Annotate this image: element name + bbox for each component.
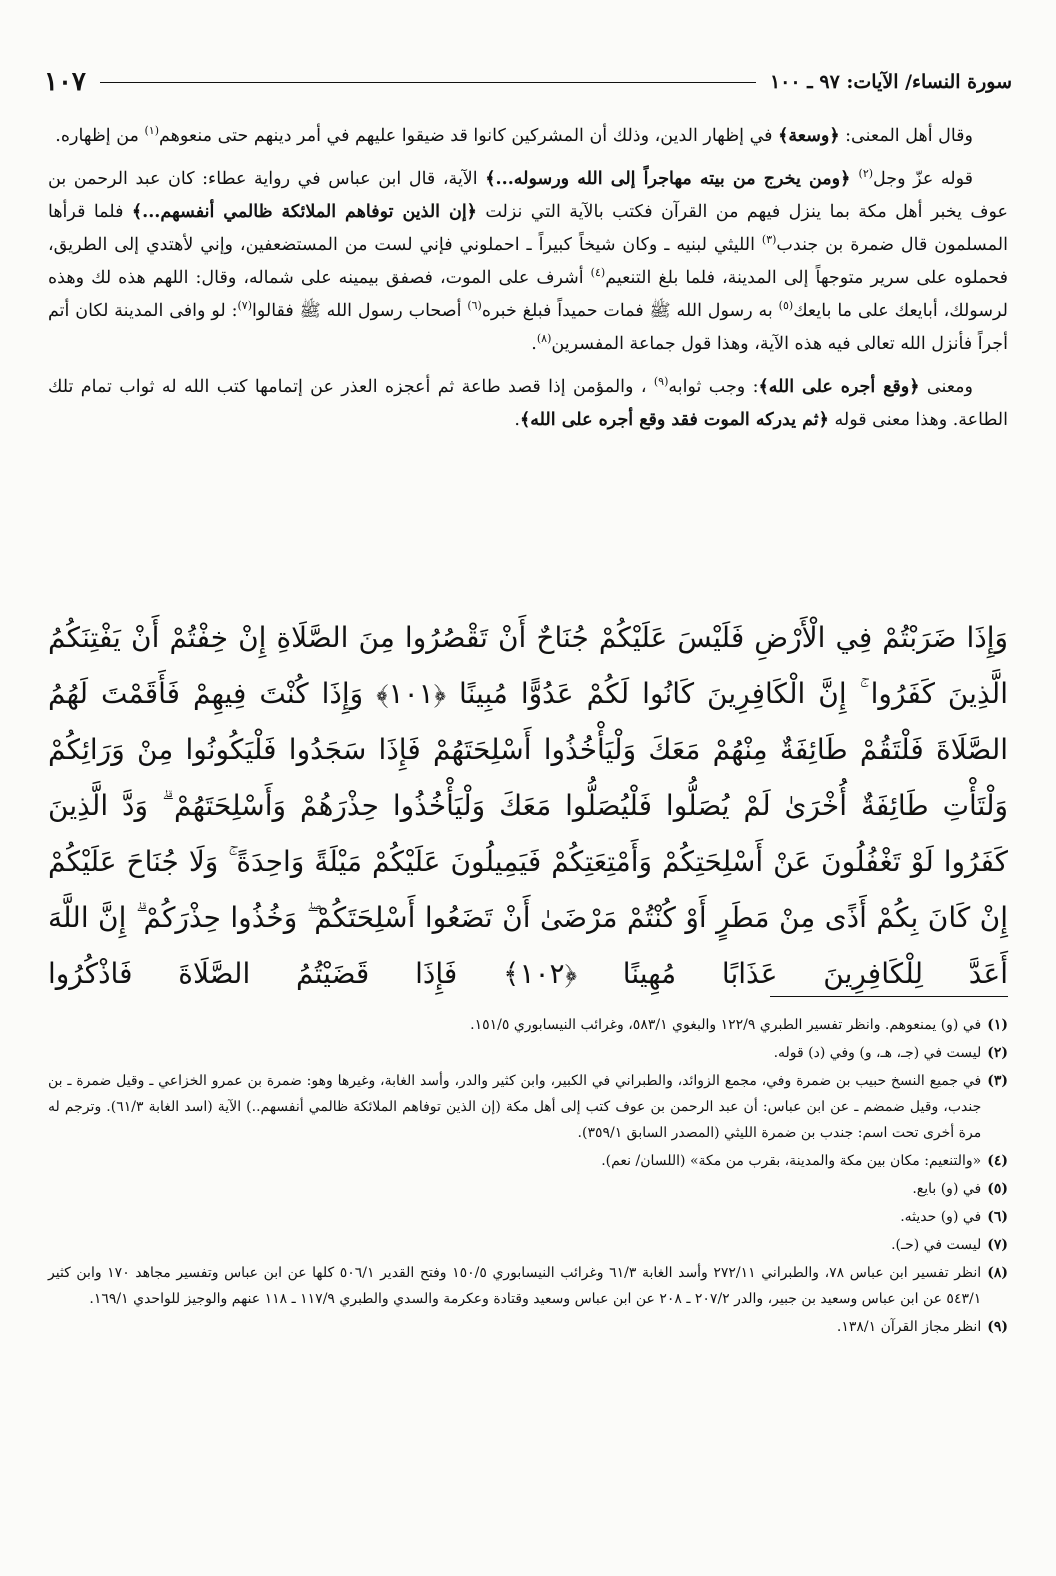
footnote-number: (٢) bbox=[987, 1045, 1008, 1061]
footnote-ref: (٦) bbox=[467, 299, 482, 313]
text-run: أصحاب رسول الله ﷺ فقالوا bbox=[251, 301, 468, 321]
footnote-text: ليست في (جـ، هـ، و) وفي (د) قوله. bbox=[773, 1045, 982, 1061]
footnote-item bbox=[48, 1040, 1008, 1066]
footnote-text: في (و) حديثه. bbox=[900, 1209, 982, 1225]
footnote-ref: (١) bbox=[144, 124, 159, 138]
text-run: . bbox=[514, 410, 520, 430]
footnote-text: انظر مجاز القرآن ١٣٨/١. bbox=[836, 1319, 982, 1335]
text-run: في إظهار الدين، وذلك أن المشركين كانوا قد ضيقوا عليهم في أمر دينهم حتى منعوهم bbox=[159, 126, 779, 146]
footnote-item bbox=[48, 1204, 1008, 1230]
text-run: فلما قرأها المسلمون قال ضمرة بن جندب bbox=[48, 202, 1008, 255]
text-run: قوله عزّ وجل bbox=[873, 169, 973, 189]
quran-verses: وَإِذَا ضَرَبْتُمْ فِي الْأَرْضِ فَلَيْسَ عَلَيْكُمْ جُنَاحٌ أَنْ تَقْصُرُوا مِنَ الصَّلَاةِ إِنْ خِفْتُمْ أَنْ يَفْتِنَكُمُ الَّذِينَ كَفَرُوا ۚ إِنَّ الْكَافِرِينَ كَانُوا لَكُمْ عَدُوًّا مُبِينًا ﴿١٠١﴾ وَإِذَا كُنْتَ فِيهِمْ فَأَقَمْتَ لَهُمُ الصَّلَاةَ فَلْتَقُمْ طَائِفَةٌ مِنْهُمْ مَعَكَ وَلْيَأْخُذُوا أَسْلِحَتَهُمْ فَإِذَا سَجَدُوا فَلْيَكُونُوا مِنْ وَرَائِكُمْ وَلْتَأْتِ طَائِفَةٌ أُخْرَىٰ لَمْ يُصَلُّوا فَلْيُصَلُّوا مَعَكَ وَلْيَأْخُذُوا حِذْرَهُمْ وَأَسْلِحَتَهُمْ ۗ وَدَّ الَّذِينَ كَفَرُوا لَوْ تَغْفُلُونَ عَنْ أَسْلِحَتِكُمْ وَأَمْتِعَتِكُمْ فَيَمِيلُونَ عَلَيْكُمْ مَيْلَةً وَاحِدَةً ۚ وَلَا جُنَاحَ عَلَيْكُمْ إِنْ كَانَ بِكُمْ أَذًى مِنْ مَطَرٍ أَوْ كُنْتُمْ مَرْضَىٰ أَنْ تَضَعُوا أَسْلِحَتَكُمْ ۖ وَخُذُوا حِذْرَكُمْ ۗ إِنَّ اللَّهَ أَعَدَّ لِلْكَافِرِينَ عَذَابًا مُهِينًا ﴿١٠٢﴾ فَإِذَا قَضَيْتُمُ الصَّلَاةَ فَاذْكُرُوا bbox=[48, 621, 1008, 990]
running-header bbox=[44, 64, 1012, 100]
text-run: الآية، قال ابن عباس في رواية عطاء: كان عبد الرحمن بن عوف يخبر أهل مكة بما ينزل فيهم من القرآن فكتب بالآية التي نزلت bbox=[48, 169, 1008, 222]
commentary-text bbox=[48, 120, 1008, 447]
quran-quote: ﴿وسعة﴾ bbox=[778, 126, 840, 146]
text-run: الليثي لبنيه ـ وكان شيخاً كبيراً ـ احملوني فإني لست من المستضعفين، وإني لأهتدي إلى الطريق، فحملوه على سرير متوجهاً إلى المدينة، فلما بلغ التنعيم bbox=[48, 235, 1008, 288]
text-run: : وجب ثوابه bbox=[668, 377, 759, 397]
footnote-number: (٦) bbox=[987, 1209, 1008, 1225]
footnote-number: (٧) bbox=[987, 1237, 1008, 1253]
footnote-item bbox=[48, 1012, 1008, 1038]
footnote-number: (٥) bbox=[987, 1181, 1008, 1197]
text-run: أشرف على الموت، فصفق بيمينه على شماله، وقال: اللهم هذه لك وهذه لرسولك، أبايعك على ما بايعك bbox=[48, 268, 1009, 321]
footnote-ref: (٤) bbox=[590, 266, 606, 280]
footnote-text: انظر تفسير ابن عباس ٧٨، والطبراني ٢٧٢/١١ وأسد الغابة ٦١/٣ وغرائب النيسابوري ١٥٠/٥ وفتح القدير ٥٠٦/١ كلها عن ابن عباس وتفسير مجاهد ١٧٠ وابن كثير ٥٤٣/١ عن ابن عباس وسعيد بن جبير، والدر ٢٠٧/٢ ـ ٢٠٨ عن ابن عباس وسعيد وقتادة وعكرمة والسدي والطبري ١١٧/٩ ـ ١١٨ عنهم والوجيز للواحدي ١٦٩/١. bbox=[48, 1265, 982, 1307]
footnote-item bbox=[48, 1068, 1008, 1146]
page-number: ١٠٧ bbox=[44, 67, 86, 97]
text-run: ومعنى bbox=[919, 377, 973, 397]
footnotes bbox=[48, 1012, 1008, 1342]
footnote-item bbox=[48, 1260, 1008, 1312]
footnote-item bbox=[48, 1176, 1008, 1202]
footnote-ref: (٣) bbox=[761, 233, 777, 247]
paragraph-damra-story bbox=[48, 163, 1008, 361]
footnote-number: (١) bbox=[987, 1017, 1008, 1033]
text-run: وقال أهل المعنى: bbox=[839, 126, 973, 146]
footnote-text: «والتنعيم: مكان بين مكة والمدينة، بقرب من مكة» (اللسان/ نعم). bbox=[601, 1153, 982, 1169]
footnote-text: في (و) بايع. bbox=[912, 1181, 982, 1197]
footnote-number: (٤) bbox=[987, 1153, 1008, 1169]
footnote-text: في جميع النسخ حبيب بن ضمرة وفي، مجمع الزوائد، والطبراني في الكبير، وابن كثير والدر، وأسد الغابة، وغيرها وهو: ضمرة بن عمرو الخزاعي ـ وقيل ضمرة ـ بن جندب، وقيل ضمضم ـ عن ابن عباس: أن عبد الرحمن بن عوف كتب إلى أهل مكة (إن الذين توفاهم الملائكة ظالمي أنفسهم..) الآية (اسد الغابة ٦١/٣). وترجم له مرة أخرى تحت اسم: جندب بن ضمرة الليثي (المصدر السابق ٣٥٩/١). bbox=[48, 1073, 982, 1141]
footnote-number: (٣) bbox=[987, 1073, 1008, 1089]
surah-title: سورة النساء/ الآيات: ٩٧ ـ ١٠٠ bbox=[769, 71, 1012, 93]
text-run: : لو وافى المدينة لكان أتم أجراً فأنزل الله تعالى فيه هذه الآية، وهذا قول جماعة المفسرين bbox=[48, 301, 1008, 354]
text-run: به رسول الله ﷺ فمات حميداً فبلغ خبره bbox=[481, 301, 779, 321]
footnote-item bbox=[48, 1232, 1008, 1258]
footnote-ref: (٨) bbox=[536, 332, 552, 346]
paragraph-reward-meaning bbox=[48, 371, 1008, 437]
text-run: من إظهاره. bbox=[55, 126, 145, 146]
quran-quote: ﴿ثم يدركه الموت فقد وقع أجره على الله﴾ bbox=[519, 410, 829, 430]
text-run: . bbox=[531, 334, 537, 354]
footnote-divider bbox=[770, 996, 1008, 997]
paragraph-meaning-wasa bbox=[48, 120, 1008, 153]
footnote-number: (٨) bbox=[987, 1265, 1008, 1281]
footnote-ref: (٧) bbox=[237, 299, 252, 313]
footnote-text: ليست في (حـ). bbox=[891, 1237, 982, 1253]
header-rule bbox=[100, 82, 756, 83]
quran-quote: ﴿إن الذين توفاهم الملائكة ظالمي أنفسهم...﴾ bbox=[131, 202, 477, 222]
footnote-item bbox=[48, 1148, 1008, 1174]
footnote-ref: (٥) bbox=[778, 299, 794, 313]
text-run: ، والمؤمن إذا قصد طاعة ثم أعجزه العذر عن إتمامها كتب الله له ثواب تمام تلك الطاعة. وهذا معنى قوله bbox=[48, 377, 1008, 430]
quran-quote: ﴿وقع أجره على الله﴾ bbox=[758, 377, 920, 397]
footnote-item bbox=[48, 1314, 1008, 1340]
footnote-ref: (٢) bbox=[858, 167, 874, 181]
footnote-number: (٩) bbox=[987, 1319, 1008, 1335]
footnote-text: في (و) يمنعوهم. وانظر تفسير الطبري ١٢٢/٩ والبغوي ٥٨٣/١، وغرائب النيسابوري ١٥١/٥. bbox=[470, 1017, 982, 1033]
quran-quote: ﴿ومن يخرج من بيته مهاجراً إلى الله ورسوله...﴾ bbox=[485, 169, 859, 189]
footnote-ref: (٩) bbox=[653, 375, 669, 389]
